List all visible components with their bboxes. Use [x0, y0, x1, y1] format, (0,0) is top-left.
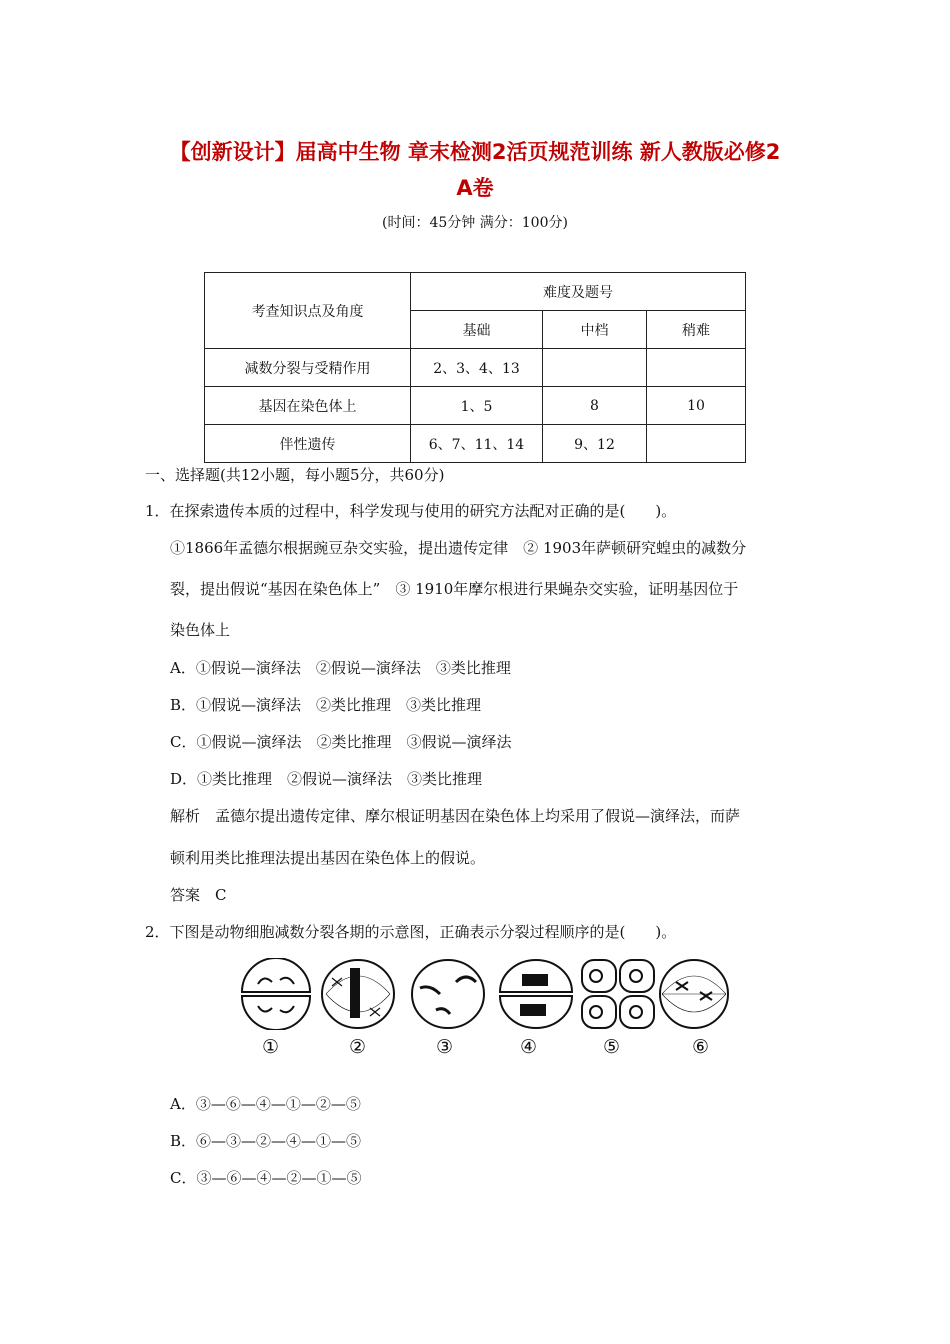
figure-label-1: ① — [262, 1036, 280, 1058]
question-1-body-line: 染色体上 — [170, 621, 231, 639]
difficulty-table — [204, 272, 746, 463]
table-cell-topic: 伴性遗传 — [205, 425, 411, 463]
cell-diagram-3 — [412, 960, 484, 1028]
cell-diagram-4 — [500, 960, 572, 1028]
exam-subtitle: (时间：45分钟 满分：100分) — [382, 215, 568, 231]
figure-label-3: ③ — [436, 1036, 454, 1058]
table-header-topic: 考查知识点及角度 — [205, 273, 411, 349]
question-1-analysis-line: 顿利用类比推理法提出基因在染色体上的假说。 — [170, 849, 486, 867]
question-1-body-line: 裂，提出假说“基因在染色体上” ③ 1910年摩尔根进行果蝇杂交实验，证明基因位于 — [170, 580, 739, 598]
table-row — [205, 387, 746, 425]
question-2-stem: 2．下图是动物细胞减数分裂各期的示意图，正确表示分裂过程顺序的是( )。 — [145, 923, 677, 941]
section-heading: 一、选择题(共12小题，每小题5分，共60分) — [145, 466, 445, 484]
question-2-option-c: C．③—⑥—④—②—①—⑤ — [170, 1169, 362, 1187]
question-1-option-b: B．①假说—演绎法 ②类比推理 ③类比推理 — [170, 696, 482, 714]
question-1-answer: 答案 C — [170, 886, 227, 904]
document-title-line2: A卷 — [456, 176, 494, 200]
figure-label-2: ② — [349, 1036, 367, 1058]
table-subheader-basic: 基础 — [411, 311, 543, 349]
table-cell-basic: 6、7、11、14 — [411, 425, 543, 463]
table-subheader-hard: 稍难 — [647, 311, 746, 349]
figure-label-4: ④ — [520, 1036, 538, 1058]
table-cell-medium — [543, 349, 647, 387]
cell-diagram-2 — [322, 960, 394, 1028]
question-1-option-c: C．①假说—演绎法 ②类比推理 ③假说—演绎法 — [170, 733, 512, 751]
table-cell-hard — [647, 349, 746, 387]
table-cell-basic: 2、3、4、13 — [411, 349, 543, 387]
table-header-difficulty: 难度及题号 — [411, 273, 746, 311]
table-cell-hard: 10 — [647, 387, 746, 425]
table-cell-medium: 8 — [543, 387, 647, 425]
table-cell-topic: 基因在染色体上 — [205, 387, 411, 425]
meiosis-figure — [240, 958, 730, 1030]
question-2-option-a: A．③—⑥—④—①—②—⑤ — [170, 1095, 361, 1113]
question-1-analysis-line: 解析 孟德尔提出遗传定律、摩尔根证明基因在染色体上均采用了假说—演绎法，而萨 — [170, 807, 741, 825]
table-cell-basic: 1、5 — [411, 387, 543, 425]
figure-label-6: ⑥ — [692, 1036, 710, 1058]
table-cell-topic: 减数分裂与受精作用 — [205, 349, 411, 387]
table-cell-medium: 9、12 — [543, 425, 647, 463]
table-cell-hard — [647, 425, 746, 463]
cell-diagram-6 — [660, 960, 728, 1028]
table-row — [205, 425, 746, 463]
question-1-option-a: A．①假说—演绎法 ②假说—演绎法 ③类比推理 — [170, 659, 511, 677]
question-2-option-b: B．⑥—③—②—④—①—⑤ — [170, 1132, 362, 1150]
question-1-body-line: ①1866年孟德尔根据豌豆杂交实验，提出遗传定律 ② 1903年萨顿研究蝗虫的减数分 — [170, 539, 747, 557]
table-row — [205, 349, 746, 387]
cell-diagram-5 — [582, 960, 654, 1028]
figure-label-5: ⑤ — [603, 1036, 621, 1058]
question-1-option-d: D．①类比推理 ②假说—演绎法 ③类比推理 — [170, 770, 483, 788]
table-subheader-medium: 中档 — [543, 311, 647, 349]
question-1-stem: 1．在探索遗传本质的过程中，科学发现与使用的研究方法配对正确的是( )。 — [145, 502, 677, 520]
cell-diagram-1 — [242, 958, 310, 1030]
document-title-line1: 【创新设计】届高中生物 章末检测2活页规范训练 新人教版必修2 — [169, 140, 781, 164]
